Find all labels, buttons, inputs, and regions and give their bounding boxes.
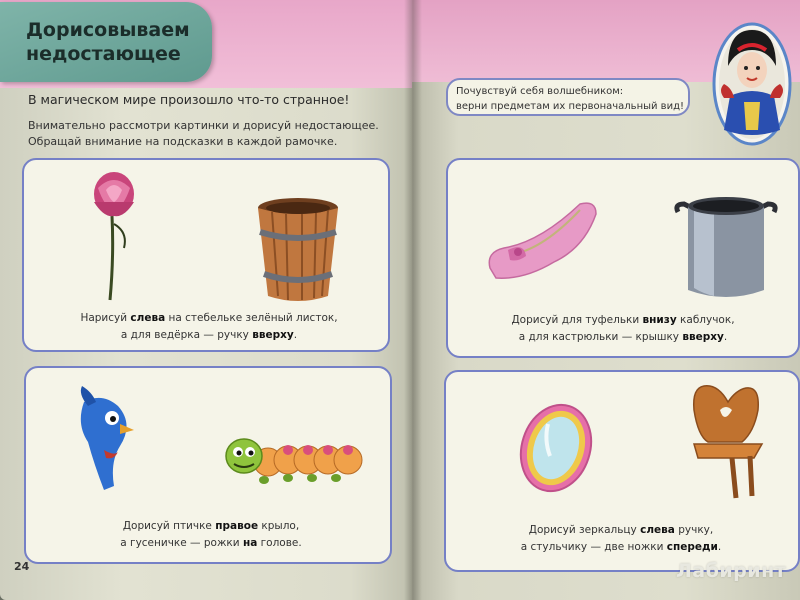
title-tab bbox=[0, 2, 212, 82]
exercise-card-bird-caterpillar bbox=[24, 366, 392, 564]
caption-text: на стебельке зелёный листок, bbox=[165, 312, 338, 324]
mirror-icon bbox=[514, 396, 598, 500]
bubble-line-2: верни предметам их первоначальный вид! bbox=[456, 101, 684, 112]
intro-text: В магическом мире произошло что-то странное! bbox=[28, 92, 350, 107]
caption-text: а гусеничке — рожки bbox=[120, 537, 243, 549]
exercise-card-mirror-chair bbox=[444, 370, 800, 572]
wooden-chair-icon bbox=[684, 380, 772, 502]
caption-text: а для ведёрка — ручку bbox=[120, 329, 253, 341]
book-gutter bbox=[404, 0, 422, 600]
caption-bold: правое bbox=[215, 520, 259, 532]
caption-text: . bbox=[723, 331, 728, 343]
card-caption bbox=[64, 310, 354, 344]
page-number: 24 bbox=[14, 560, 30, 573]
bluebird-icon bbox=[74, 384, 138, 496]
exercise-card-shoe-pot bbox=[446, 158, 800, 358]
caption-text: . bbox=[293, 329, 298, 341]
caption-bold: слева bbox=[640, 524, 675, 536]
pink-shoe-icon bbox=[484, 198, 602, 284]
pot-icon bbox=[674, 190, 778, 302]
caption-text: Дорисуй зеркальцу bbox=[528, 524, 641, 536]
wooden-bucket-icon bbox=[252, 196, 344, 304]
caption-bold: внизу bbox=[642, 314, 677, 326]
caption-text: каблучок, bbox=[676, 314, 735, 326]
caterpillar-icon bbox=[224, 432, 372, 492]
bubble-line-1: Почувствуй себя волшебником: bbox=[456, 86, 624, 97]
caption-text: крыло, bbox=[258, 520, 300, 532]
caption-bold: слева bbox=[130, 312, 166, 324]
caption-text: голове. bbox=[257, 537, 302, 549]
watermark: Лабиринт bbox=[676, 560, 787, 582]
caption-text: . bbox=[717, 541, 722, 553]
caption-text: а для кастрюльки — крышку bbox=[518, 331, 683, 343]
right-page bbox=[412, 0, 800, 600]
caption-bold: вверху bbox=[252, 329, 294, 341]
speech-bubble bbox=[446, 78, 690, 116]
caption-text: Нарисуй bbox=[80, 312, 131, 324]
title-line-1: Дорисовываем bbox=[26, 19, 190, 41]
card-caption bbox=[66, 518, 356, 552]
caption-bold: на bbox=[242, 537, 258, 549]
caption-text: а стульчику — две ножки bbox=[520, 541, 667, 553]
card-caption bbox=[478, 312, 768, 346]
instructions bbox=[28, 118, 379, 150]
rose-icon bbox=[84, 166, 144, 302]
caption-text: Дорисуй птичке bbox=[122, 520, 216, 532]
instruction-line-1: Внимательно рассмотри картинки и дорисуй недостающее. bbox=[28, 119, 379, 132]
card-caption bbox=[476, 522, 766, 556]
caption-text: ручку, bbox=[674, 524, 714, 536]
snow-white-portrait bbox=[710, 10, 792, 148]
page-title bbox=[26, 18, 206, 66]
caption-bold: спереди bbox=[666, 541, 718, 553]
caption-bold: вверху bbox=[682, 331, 724, 343]
title-line-2: недостающее bbox=[26, 43, 181, 65]
instruction-line-2: Обращай внимание на подсказки в каждой рамочке. bbox=[28, 135, 338, 148]
exercise-card-rose-bucket bbox=[22, 158, 390, 352]
caption-text: Дорисуй для туфельки bbox=[511, 314, 643, 326]
